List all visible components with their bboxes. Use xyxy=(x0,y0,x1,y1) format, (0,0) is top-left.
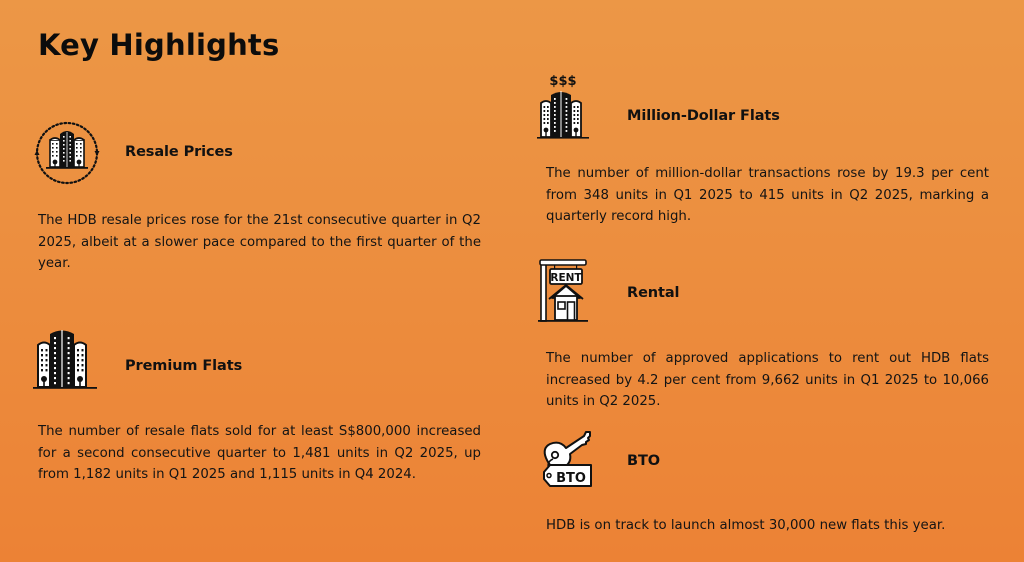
buildings-cycle-icon xyxy=(32,118,102,188)
premium-flats-description: The number of resale flats sold for at least S$800,000 increased for a second consecutive quarter to 1,481 units in Q2 2025, up from 1,182 units in Q1 2025 and 1,115 units in Q4 2024. xyxy=(38,424,481,482)
rent-house-icon xyxy=(538,258,598,324)
resale-prices-heading: Resale Prices xyxy=(125,144,233,160)
resale-prices-description: The HDB resale prices rose for the 21st consecutive quarter in Q2 2025, albeit at a slower pace compared to the first quarter of the year. xyxy=(38,213,481,271)
bto-description: HDB is on track to launch almost 30,000 new flats this year. xyxy=(546,518,946,533)
premium-flats-heading: Premium Flats xyxy=(125,358,243,374)
million-dollar-flats-heading: Million-Dollar Flats xyxy=(627,108,780,124)
dollar-signs-label: $$$ xyxy=(549,74,577,89)
rent-sign-label: RENT xyxy=(550,272,582,284)
bto-heading: BTO xyxy=(627,453,660,469)
bto-tag-label: BTO xyxy=(556,471,586,486)
buildings-dollar-icon xyxy=(536,70,592,142)
million-dollar-flats-description: The number of million-dollar transactions rose by 19.3 per cent from 348 units in Q1 2025 to 415 units in Q2 2025, marking a quarterly record high. xyxy=(546,166,989,224)
rental-heading: Rental xyxy=(627,285,680,301)
rental-description: The number of approved applications to rent out HDB flats increased by 4.2 per cent from 9,662 units in Q1 2025 to 10,066 units in Q2 2025. xyxy=(546,351,989,409)
key-tag-icon xyxy=(540,428,596,490)
buildings-icon xyxy=(32,325,102,395)
page-title: Key Highlights xyxy=(38,28,280,62)
